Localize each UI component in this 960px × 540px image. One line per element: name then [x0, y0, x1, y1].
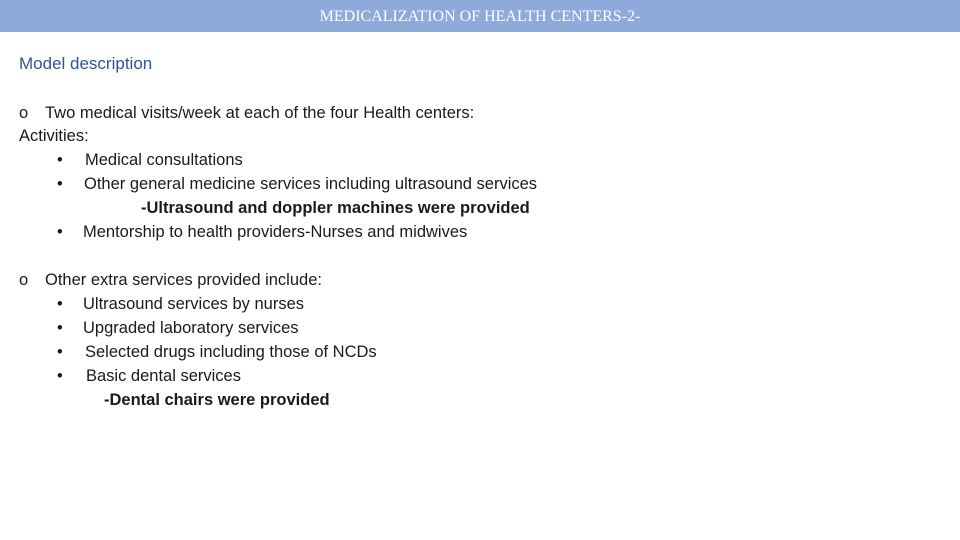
list-item-text: Medical consultations — [85, 151, 243, 169]
bullet-icon: • — [57, 367, 63, 385]
list-item-text: Other general medicine services including ultrasound services — [84, 175, 538, 193]
block1-intro-line — [19, 103, 474, 123]
sub-note: -Dental chairs were provided — [104, 391, 330, 409]
list-item-text: Upgraded laboratory services — [83, 319, 299, 337]
activities-label: Activities: — [19, 127, 89, 145]
circle-marker-icon: o — [19, 271, 29, 289]
list-item-text: Selected drugs including those of NCDs — [85, 343, 377, 361]
block2-intro: Other extra services provided include: — [45, 271, 322, 289]
slide-title: MEDICALIZATION OF HEALTH CENTERS-2- — [319, 8, 641, 25]
bullet-icon: • — [57, 295, 63, 313]
circle-marker-icon: o — [19, 104, 29, 122]
list-item — [57, 294, 304, 314]
bullet-icon: • — [57, 223, 63, 241]
bullet-icon: • — [57, 319, 63, 337]
list-item — [57, 150, 243, 170]
section-heading: Model description — [19, 54, 153, 73]
bullet-icon: • — [57, 151, 63, 169]
list-item-text: Basic dental services — [86, 367, 241, 385]
list-item — [57, 222, 467, 242]
list-item — [57, 318, 299, 338]
block1-intro: Two medical visits/week at each of the four Health centers: — [45, 104, 475, 122]
list-item — [57, 174, 537, 194]
list-item — [57, 366, 241, 386]
bullet-icon: • — [57, 175, 63, 193]
block2-intro-line — [19, 270, 322, 290]
title-bar — [0, 0, 960, 32]
list-item-text: Ultrasound services by nurses — [83, 295, 305, 313]
bullet-icon: • — [57, 343, 63, 361]
list-item — [57, 342, 377, 362]
sub-note: -Ultrasound and doppler machines were provided — [141, 199, 530, 217]
list-item-text: Mentorship to health providers-Nurses and midwives — [83, 223, 468, 241]
